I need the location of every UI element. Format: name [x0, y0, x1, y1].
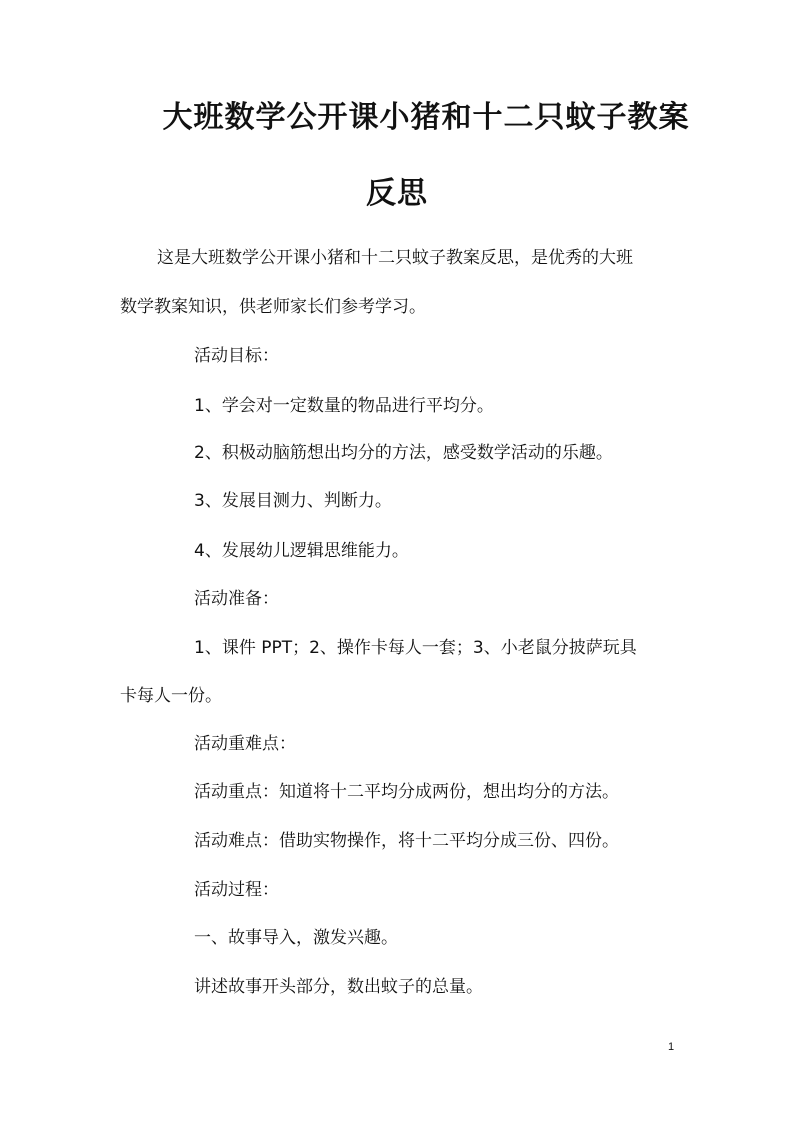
document-title: 大班数学公开课小猪和十二只蚊子教案	[162, 100, 690, 135]
goal-item-3: 3、发展目测力、判断力。	[194, 491, 392, 511]
goal-item-4: 4、发展幼儿逻辑思维能力。	[194, 541, 409, 561]
process-step-1-detail: 讲述故事开头部分，数出蚊子的总量。	[194, 977, 483, 997]
key-point: 活动重点：知道将十二平均分成两份，想出均分的方法。	[194, 782, 619, 802]
difficulty-point: 活动难点：借助实物操作，将十二平均分成三份、四份。	[194, 831, 619, 851]
goal-item-2: 2、积极动脑筋想出均分的方法，感受数学活动的乐趣。	[194, 443, 613, 463]
page-number: 1	[668, 1041, 675, 1053]
key-points-heading: 活动重难点：	[194, 734, 296, 754]
document-title-continued: 反思	[366, 176, 428, 211]
preparation-line-2: 卡每人一份。	[120, 686, 222, 706]
preparation-heading: 活动准备：	[194, 589, 279, 609]
goal-item-1: 1、学会对一定数量的物品进行平均分。	[194, 396, 494, 416]
intro-paragraph-line-1: 这是大班数学公开课小猪和十二只蚊子教案反思，是优秀的大班	[157, 248, 633, 268]
intro-paragraph-line-2: 数学教案知识，供老师家长们参考学习。	[120, 297, 426, 317]
process-step-1: 一、故事导入，激发兴趣。	[194, 928, 398, 948]
process-heading: 活动过程：	[194, 880, 279, 900]
goals-heading: 活动目标：	[194, 346, 279, 366]
preparation-line-1: 1、课件 PPT；2、操作卡每人一套；3、小老鼠分披萨玩具	[194, 638, 637, 658]
